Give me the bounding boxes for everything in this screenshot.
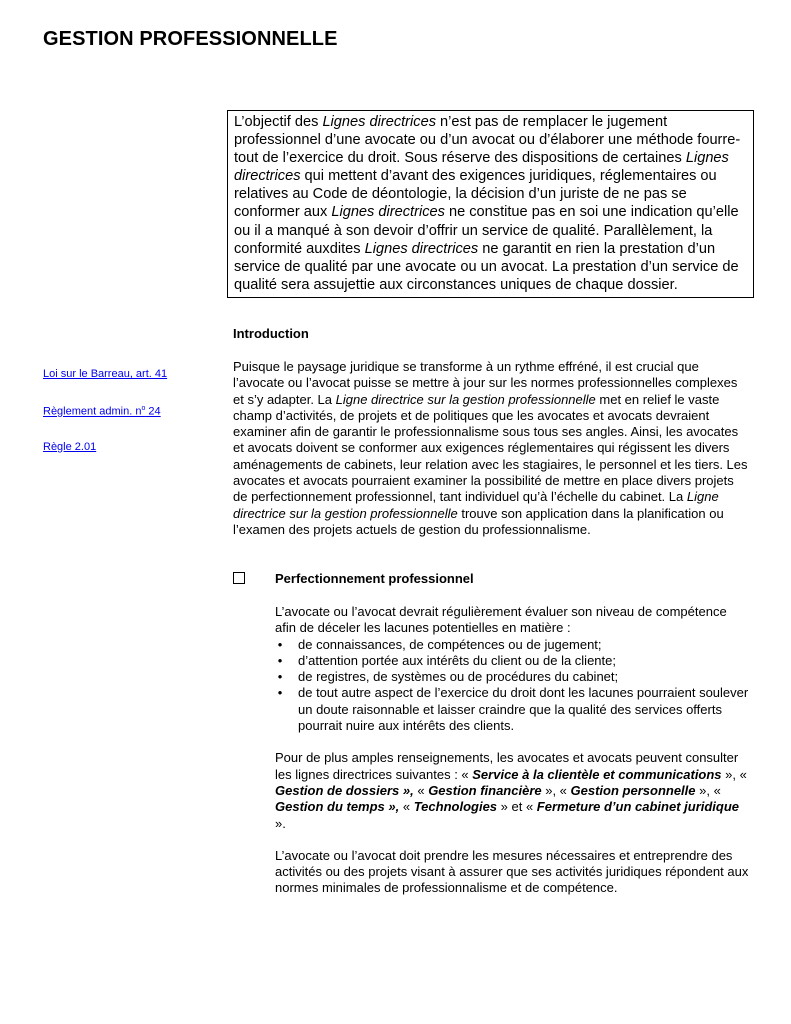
bullet-icon: • <box>277 669 283 685</box>
introduction-heading: Introduction <box>233 326 309 341</box>
section-intro: L’avocate ou l’avocat devrait régulièrement évaluer son niveau de compétence afin de déceler les lacunes potentielles en matière : <box>275 604 727 636</box>
section-body <box>275 604 750 897</box>
bullet-list <box>275 637 750 735</box>
link-reglement-admin[interactable]: Règlement admin. n$^o$ 24 <box>43 405 161 418</box>
bullet-icon: • <box>277 652 283 668</box>
section-heading: Perfectionnement professionnel <box>275 571 474 586</box>
link-regle-2-01[interactable]: Règle 2.01 <box>43 440 97 453</box>
page-title: GESTION PROFESSIONNELLE <box>43 28 338 50</box>
list-item: • de registres, de systèmes ou de procédures du cabinet; <box>275 669 750 685</box>
introduction-paragraph: Puisque le paysage juridique se transforme à un rythme effréné, il est crucial que l’avocate ou l’avocat puisse se mettre à jour sur les normes professionnelles complexes et s’y adapter. La Ligne directrice sur la gestion professionnelle met en relief le vaste champ d’activités, de projets et de politiques que les avocates et avocats devraient examiner afin de garantir le professionnalisme sous tous ses angles. Ainsi, les avocates et avocats doivent se conformer aux exigences réglementaires qui régissent les divers aménagements de cabinets, leur relation avec les stagiaires, le personnel et les tiers. Les avocates et avocats pourraient examiner la possibilité de mettre en place divers projets de perfectionnement professionnel, tant individuel qu’à l’échelle du cabinet. La Ligne directrice sur la gestion professionnelle trouve son application dans la planification ou l’examen des projets actuels de gestion du professionnalisme. <box>233 359 748 537</box>
bullet-icon: • <box>277 636 283 652</box>
list-item: • d’attention portée aux intérêts du client ou de la cliente; <box>275 653 750 669</box>
link-loi-barreau[interactable]: Loi sur le Barreau, art. 41 <box>43 368 168 380</box>
bullet-icon: • <box>277 685 283 701</box>
notice-box <box>227 110 754 298</box>
list-item: • de connaissances, de compétences ou de jugement; <box>275 637 750 653</box>
list-item: • de tout autre aspect de l’exercice du droit dont les lacunes pourraient soulever un doute raisonnable et laisser craindre que la qualité des services offerts pourrait nuire aux intérêts des clients. <box>275 685 750 734</box>
guidelines-paragraph: Pour de plus amples renseignements, les avocates et avocats peuvent consulter les lignes directrices suivantes : « Service à la clientèle et communications », « Gestion de dossiers », « Gestion financière », « Gestion personnelle », « Gestion du temps », « Technologies » et « Fermeture d’un cabinet juridique ». <box>275 750 747 831</box>
notice-paragraph: L’objectif des Lignes directrices n’est pas de remplacer le jugement professionnel d’une avocate ou d’un avocat ou d’élaborer une méthode fourre-tout de l’exercice du droit. Sous réserve des dispositions de certaines Lignes directrices qui mettent d’avant des exigences juridiques, réglementaires ou relatives au Code de déontologie, la décision d’un juriste de ne pas se conformer aux Lignes directrices ne constitue pas en soi une indication qu’elle ou il a manqué à son devoir d’offrir un service de qualité. Parallèlement, la conformité auxdites Lignes directrices ne garantit en rien la prestation d’un service de qualité par une avocate ou un avocat. La prestation d’un service de qualité sera assujettie aux circonstances uniques de chaque dossier. <box>234 114 741 293</box>
checkbox-icon <box>233 572 245 584</box>
closing-paragraph: L’avocate ou l’avocat doit prendre les mesures nécessaires et entreprendre des activités ou des projets visant à assurer que ses activités juridiques répondent aux normes minimales de professionnalisme et de compétence. <box>275 847 749 896</box>
margin-references <box>43 367 213 475</box>
